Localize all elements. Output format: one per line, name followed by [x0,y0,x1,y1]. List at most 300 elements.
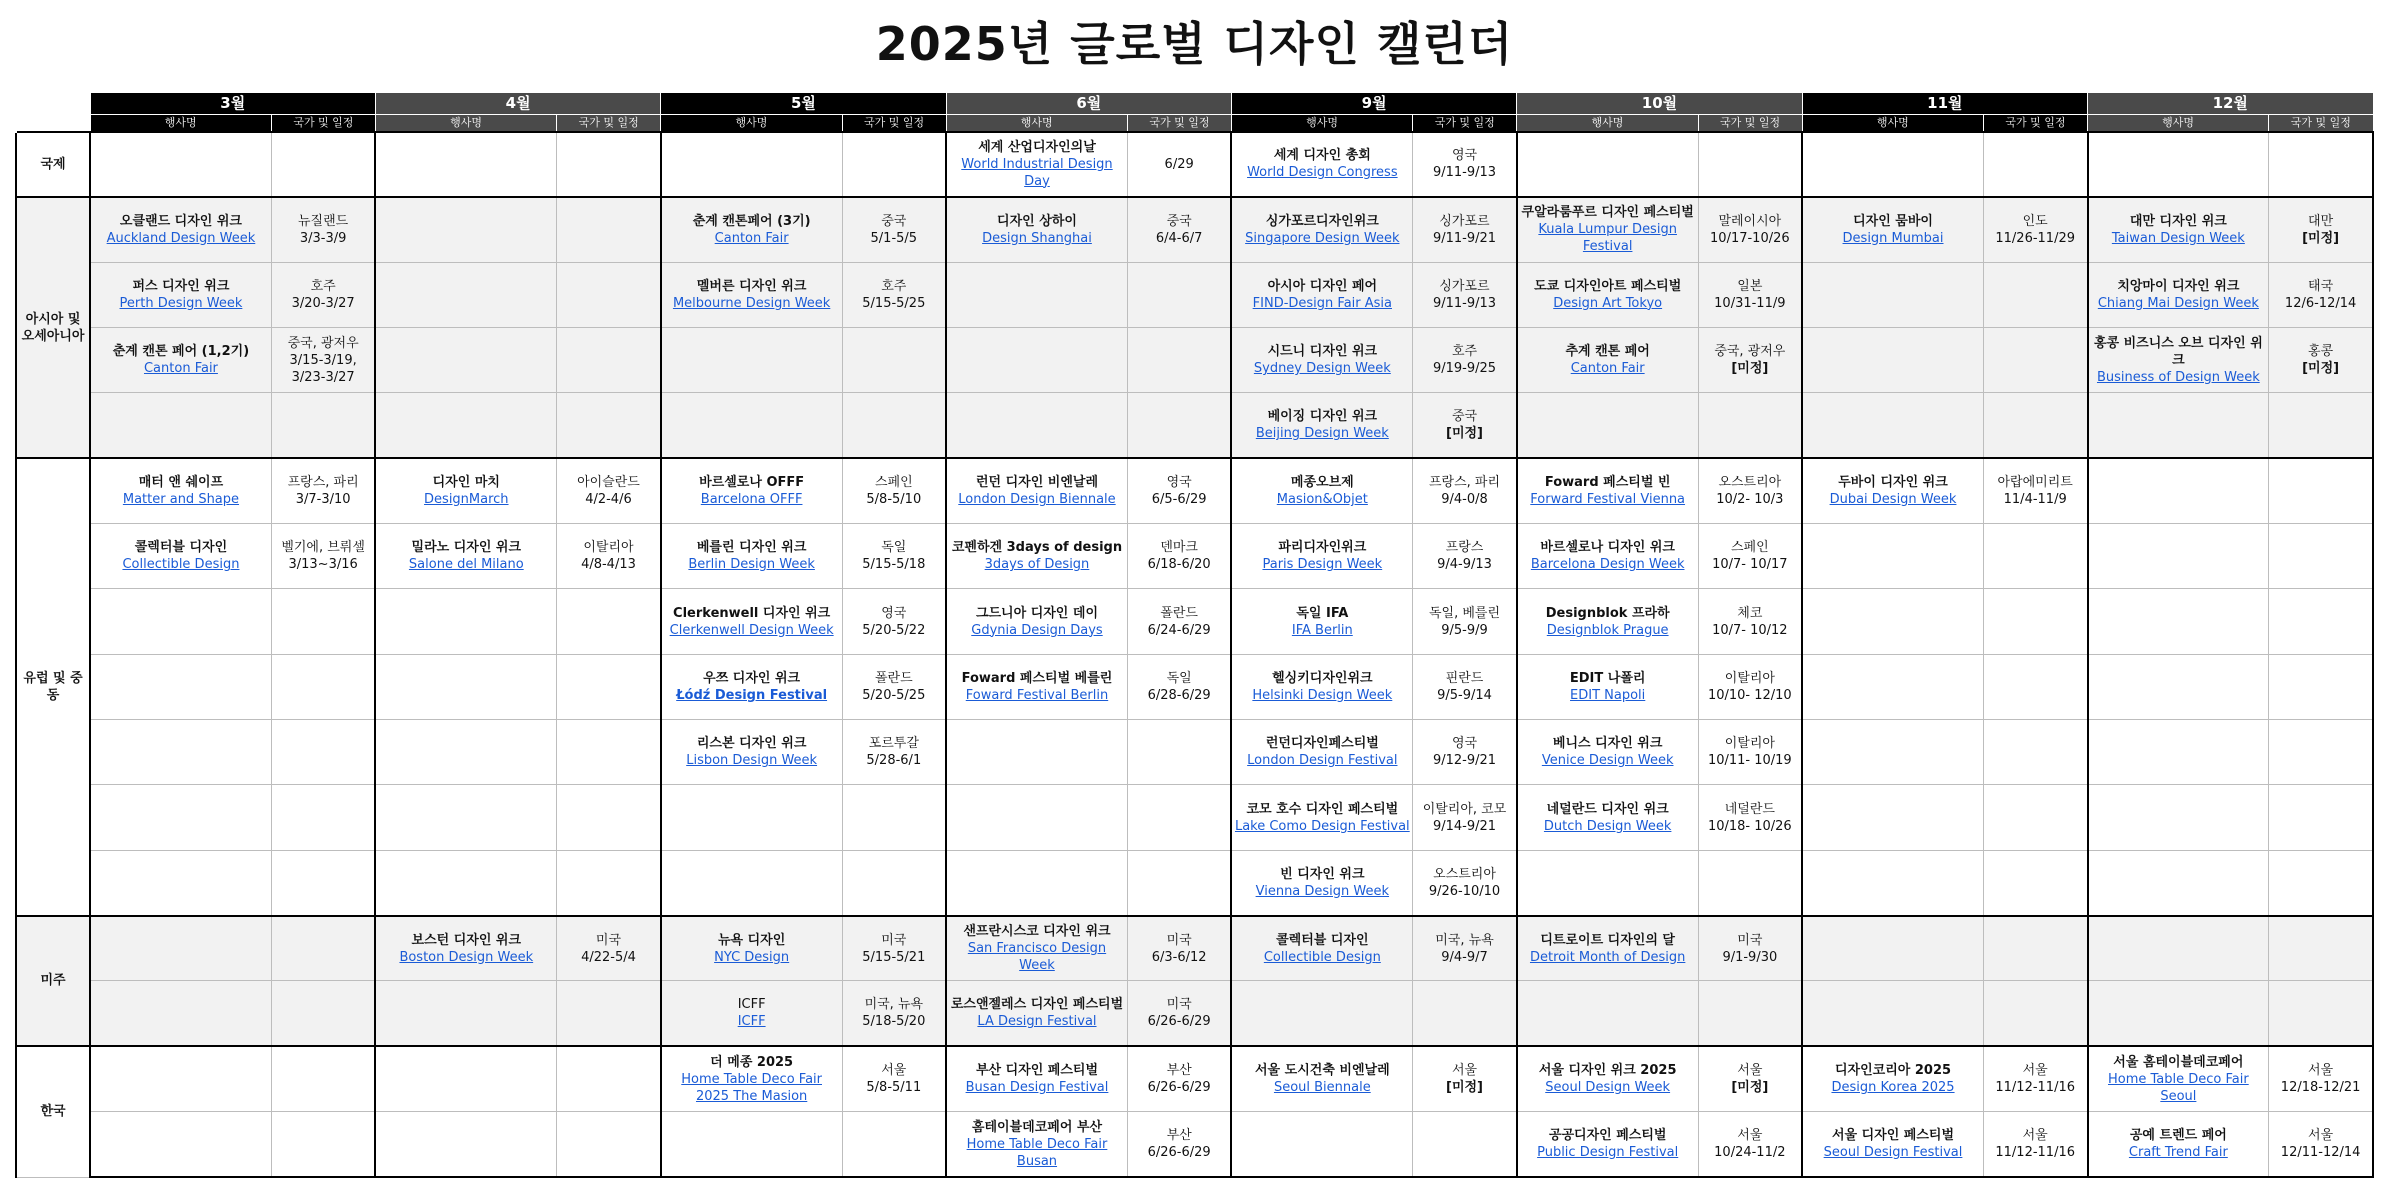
event-name: 추계 캔톤 페어 [1565,344,1650,360]
event-cell [1231,981,1412,1046]
event-link[interactable]: Perth Design Week [119,295,243,311]
event-country: 일본 [1737,278,1763,294]
event-cell [90,328,271,393]
event-dates: 10/7- 10/17 [1712,557,1788,573]
month-header: 12월 [2088,92,2374,114]
country-date-cell [1698,654,1802,719]
country-date-cell [842,1112,946,1177]
event-link[interactable]: Taiwan Design Week [2111,230,2245,246]
event-cell [2088,916,2269,981]
event-link[interactable]: Business of Design Week [2096,369,2260,385]
event-dates: 5/28-6/1 [866,753,922,769]
event-name: 디자인 마치 [432,475,500,491]
event-cell [1231,197,1412,262]
event-country: 미국 [1737,932,1763,948]
event-country: 중국 [881,213,907,229]
event-link[interactable]: Home Table Deco Fair Busan [966,1136,1108,1169]
country-date-cell [1983,1046,2087,1111]
event-name: 바르셀로나 OFFF [699,475,805,491]
event-link[interactable]: Designblok Prague [1546,622,1669,638]
event-dates: [미정] [2302,361,2340,377]
event-country: 프랑스, 파리 [1428,475,1501,491]
table-row [16,524,2373,589]
event-link[interactable]: Matter and Shape [122,492,240,508]
event-link[interactable]: Lisbon Design Week [686,753,818,769]
event-link[interactable]: Home Table Deco Fair Seoul [2107,1071,2249,1104]
event-link[interactable]: Masion&Objet [1276,492,1368,508]
event-link[interactable]: Collectible Design [1263,949,1381,965]
event-name: 춘계 캔톤 페어 (1,2기) [112,344,250,360]
event-name: 네덜란드 디자인 위크 [1546,801,1669,817]
event-country: 호주 [310,278,336,294]
event-dates: 12/11-12/14 [2280,1145,2361,1161]
event-link[interactable]: Sydney Design Week [1253,361,1391,377]
event-dates: 11/12-11/16 [1995,1145,2075,1161]
event-cell [1231,785,1412,850]
event-dates: 11/12-11/16 [1995,1080,2075,1096]
event-cell [1802,720,1983,785]
event-country: 뉴질랜드 [298,213,349,229]
country-date-cell [2269,1046,2373,1111]
country-date-cell [1413,981,1517,1046]
event-link[interactable]: Boston Design Week [399,949,534,965]
country-date-cell [842,393,946,458]
country-date-cell [842,720,946,785]
country-date-cell [1127,524,1231,589]
event-link[interactable]: Melbourne Design Week [672,295,831,311]
event-link[interactable]: Home Table Deco Fair 2025 The Masion [681,1071,822,1104]
event-link[interactable]: Beijing Design Week [1255,426,1389,442]
event-column-header: 행사명 [946,114,1127,132]
country-date-cell [1127,785,1231,850]
event-cell [2088,393,2269,458]
country-date-cell [2269,654,2373,719]
event-name: 코모 호수 디자인 페스티벌 [1246,801,1399,817]
country-date-cell [842,328,946,393]
event-name: 홍콩 비즈니스 오브 디자인 위크 [2093,335,2263,368]
country-date-cell [1413,720,1517,785]
event-cell [1517,458,1698,523]
event-dates: 9/4-9/7 [1441,949,1488,965]
country-date-cell [1983,262,2087,327]
event-cell [661,981,842,1046]
country-date-cell [271,393,375,458]
event-name: 세계 산업디자인의날 [978,139,1096,155]
corner-cell [16,92,90,132]
region-label: 국제 [16,132,90,197]
event-name: 오클랜드 디자인 위크 [119,213,242,229]
event-cell [375,262,556,327]
event-cell [90,850,271,915]
event-cell [90,262,271,327]
country-date-cell [1413,197,1517,262]
country-date-cell [1698,589,1802,654]
event-link[interactable]: Design Shanghai [982,230,1092,246]
country-date-cell [2269,262,2373,327]
event-link[interactable]: Canton Fair [1570,361,1645,377]
event-cell [1517,850,1698,915]
country-date-cell [1127,654,1231,719]
event-dates: [미정] [1446,1080,1483,1096]
event-cell [375,458,556,523]
country-date-cell [557,197,661,262]
event-cell [1231,262,1412,327]
event-name: 리스본 디자인 위크 [696,736,807,752]
event-link[interactable]: LA Design Festival [977,1014,1097,1030]
country-date-cell [842,262,946,327]
event-country: 부산 [1166,1128,1192,1144]
event-dates: 6/4-6/7 [1155,230,1203,246]
event-link[interactable]: Seoul Biennale [1273,1080,1371,1096]
table-row [16,328,2373,393]
country-date-cell [1698,328,1802,393]
country-date-cell [2269,197,2373,262]
country-date-cell [557,785,661,850]
event-country: 미국 [595,932,622,948]
event-link[interactable]: Clerkenwell Design Week [669,622,834,638]
month-header: 5월 [661,92,946,114]
event-cell [1231,328,1412,393]
event-dates: 10/18- 10/26 [1707,818,1792,834]
event-cell [375,720,556,785]
event-cell [946,458,1127,523]
country-date-cell [1983,654,2087,719]
event-cell [2088,981,2269,1046]
event-cell [661,850,842,915]
month-header: 3월 [90,92,375,114]
event-link[interactable]: Barcelona Design Week [1530,557,1685,573]
event-link[interactable]: Design Korea 2025 [1831,1080,1955,1096]
event-country: 말레이시아 [1718,213,1782,229]
country-date-cell [271,328,375,393]
event-link[interactable]: Foward Festival Berlin [965,687,1109,703]
event-link[interactable]: DesignMarch [424,492,509,508]
event-dates: 9/14-9/21 [1432,818,1497,834]
event-country: 호주 [1451,344,1478,360]
event-link[interactable]: Detroit Month of Design [1529,949,1686,965]
event-link[interactable]: Forward Festival Vienna [1530,492,1686,508]
event-cell [1517,524,1698,589]
event-column-header: 행사명 [1231,114,1412,132]
event-column-header: 행사명 [375,114,556,132]
event-country: 서울 [2022,1063,2048,1079]
event-link[interactable]: San Francisco Design Week [967,941,1107,974]
event-link[interactable]: Dutch Design Week [1543,818,1672,834]
country-date-cell [1127,1112,1231,1177]
country-date-cell [842,785,946,850]
event-cell [661,197,842,262]
event-country: 미국 [881,932,907,948]
country-date-cell [2269,916,2373,981]
month-header-row [16,92,2373,114]
event-dates: 4/2-4/6 [585,492,632,508]
country-date-cell [271,458,375,523]
event-link[interactable]: Canton Fair [143,361,218,377]
event-link[interactable]: EDIT Napoli [1570,687,1646,703]
event-name: 헬싱키디자인위크 [1272,670,1373,686]
event-country: 영국 [1451,736,1478,752]
event-link[interactable]: Kuala Lumpur Design Festival [1538,222,1677,255]
country-date-cell [1983,720,2087,785]
event-link[interactable]: World Industrial Design Day [961,156,1113,189]
country-date-cell [1127,589,1231,654]
event-country: 서울 [2308,1063,2334,1079]
country-date-cell [1983,589,2087,654]
country-date-cell [271,132,375,197]
country-date-cell [842,524,946,589]
country-date-cell [271,197,375,262]
event-link[interactable]: IFA Berlin [1291,622,1353,638]
event-dates: 9/26-10/10 [1428,883,1501,899]
event-link[interactable]: Singapore Design Week [1245,230,1400,246]
event-country: 태국 [2308,278,2334,294]
event-cell [661,654,842,719]
country-date-cell [1127,132,1231,197]
event-country: 싱가포르 [1439,213,1490,229]
event-dates: 11/4-11/9 [2003,492,2067,508]
event-country: 독일, 베를린 [1428,605,1501,621]
event-cell [1517,1046,1698,1111]
event-name: 파리디자인위크 [1278,540,1367,556]
event-name: 밀라노 디자인 위크 [411,540,522,556]
country-date-cell [1413,328,1517,393]
event-cell [1802,197,1983,262]
table-row [16,785,2373,850]
country-date-cell [1698,1112,1802,1177]
event-country: 이탈리아 [1724,670,1775,686]
event-dates: 9/12-9/21 [1432,753,1497,769]
country-date-cell [1413,785,1517,850]
country-date-cell [271,916,375,981]
table-row [16,132,2373,197]
country-date-cell [1983,132,2087,197]
event-name: Clerkenwell 디자인 위크 [673,605,831,621]
table-row [16,1112,2373,1177]
country-date-cell [1983,785,2087,850]
event-link[interactable]: Canton Fair [714,230,789,246]
event-country: 서울 [1737,1128,1763,1144]
event-link[interactable]: Berlin Design Week [688,557,815,573]
event-link[interactable]: Vienna Design Week [1255,883,1390,899]
event-name: 더 메종 2025 [710,1054,794,1070]
event-link[interactable]: Chiang Mai Design Week [2097,295,2259,311]
event-country: 미국 [1166,932,1192,948]
event-link[interactable]: World Design Congress [1247,165,1398,181]
event-name: 샌프란시스코 디자인 위크 [963,924,1111,940]
country-date-cell [2269,132,2373,197]
event-link[interactable]: NYC Design [714,949,790,965]
event-link[interactable]: Paris Design Week [1262,557,1383,573]
event-link[interactable]: Design Mumbai [1842,230,1944,246]
event-cell [1517,654,1698,719]
event-link[interactable]: Design Art Tokyo [1553,295,1663,311]
event-link[interactable]: Helsinki Design Week [1252,687,1393,703]
event-link[interactable]: ICFF [737,1014,766,1030]
event-dates: 9/4-0/8 [1441,492,1488,508]
event-cell [661,328,842,393]
event-country: 싱가포르 [1439,278,1490,294]
event-country: 서울 [2308,1128,2334,1144]
event-cell [1802,981,1983,1046]
event-name: 로스앤젤레스 디자인 페스티벌 [950,997,1124,1013]
event-cell [1231,720,1412,785]
event-country: 독일 [1166,670,1192,686]
country-date-cell [2269,589,2373,654]
event-link[interactable]: Dubai Design Week [1829,492,1957,508]
event-name: 디자인 뭄바이 [1853,213,1933,229]
event-cell [1517,916,1698,981]
month-header: 10월 [1517,92,1802,114]
event-link[interactable]: Public Design Festival [1537,1145,1679,1161]
country-date-cell [1698,393,1802,458]
event-link[interactable]: Craft Trend Fair [2128,1145,2228,1161]
event-link[interactable]: Gdynia Design Days [971,622,1103,638]
country-date-cell [1983,328,2087,393]
event-cell [1517,1112,1698,1177]
event-country: 스페인 [874,475,913,491]
country-date-cell [842,1046,946,1111]
event-cell [1231,524,1412,589]
event-cell [946,981,1127,1046]
event-name: 아시아 디자인 페어 [1267,278,1378,294]
event-cell [375,850,556,915]
event-country: 폴란드 [874,670,913,686]
table-row [16,850,2373,915]
event-dates: 9/11-9/13 [1432,295,1497,311]
table-row [16,720,2373,785]
table-row [16,262,2373,327]
event-dates: 6/26-6/29 [1147,1014,1211,1030]
country-date-cell [1983,916,2087,981]
country-date-cell [842,589,946,654]
event-dates: 6/26-6/29 [1147,1080,1211,1096]
event-name: 서울 디자인 위크 2025 [1538,1063,1677,1079]
event-country: 오스트리아 [1433,866,1496,882]
country-date-cell [1127,720,1231,785]
event-link[interactable]: Barcelona OFFF [700,492,803,508]
column-header-row [16,114,2373,132]
event-cell [375,393,556,458]
country-date-cell [1983,393,2087,458]
event-link[interactable]: Collectible Design [122,557,240,573]
event-dates: [미정] [1731,1080,1769,1096]
event-link[interactable]: Seoul Design Week [1545,1080,1671,1096]
event-name: ICFF [737,997,766,1013]
event-cell [375,1046,556,1111]
event-country: 영국 [1451,148,1478,164]
country-date-cell [1127,1046,1231,1111]
event-link[interactable]: Salone del Milano [408,557,524,573]
event-cell [375,132,556,197]
event-dates: 10/31-11/9 [1714,295,1786,311]
event-link[interactable]: Venice Design Week [1541,753,1674,769]
month-header: 9월 [1231,92,1516,114]
event-cell [946,850,1127,915]
event-link[interactable]: London Design Biennale [958,492,1116,508]
country-date-cell [557,1112,661,1177]
event-name: 서울 도시건축 비엔날레 [1255,1063,1390,1079]
event-country: 독일 [881,540,907,556]
event-name: 런던디자인페스티벌 [1265,736,1379,752]
country-date-cell [557,916,661,981]
table-row [16,916,2373,981]
event-name: 멜버른 디자인 위크 [696,278,807,294]
event-dates: 6/24-6/29 [1147,622,1211,638]
event-link[interactable]: Łódź Design Festival [676,687,828,703]
event-country: 아이슬란드 [577,475,640,491]
event-country: 중국, 광저우 [287,335,359,351]
event-link[interactable]: Busan Design Festival [965,1080,1109,1096]
event-cell [2088,262,2269,327]
event-link[interactable]: Auckland Design Week [106,230,256,246]
event-name: 디자인 상하이 [997,213,1077,229]
country-date-cell [2269,785,2373,850]
event-dates: 5/20-5/22 [862,622,926,638]
country-date-cell [1698,850,1802,915]
country-date-cell [271,850,375,915]
country-date-cell [1413,393,1517,458]
country-date-cell [2269,328,2373,393]
event-cell [375,328,556,393]
event-country: 서울 [1737,1063,1763,1079]
event-link[interactable]: FIND-Design Fair Asia [1252,295,1392,311]
table-row [16,458,2373,523]
event-link[interactable]: London Design Festival [1247,753,1398,769]
event-country: 영국 [1166,475,1192,491]
event-cell [1802,458,1983,523]
event-dates: 3/15-3/19, 3/23-3/27 [289,352,357,385]
event-name: 그드니아 디자인 데이 [975,605,1099,621]
event-cell [1231,916,1412,981]
event-name: 런던 디자인 비엔날레 [975,475,1099,491]
event-cell [946,1112,1127,1177]
event-link[interactable]: Seoul Design Festival [1823,1145,1963,1161]
country-date-cell [1983,1112,2087,1177]
event-cell [946,589,1127,654]
event-country: 네덜란드 [1724,801,1775,817]
country-date-cell [2269,981,2373,1046]
country-date-cell [1983,524,2087,589]
event-cell [2088,654,2269,719]
event-country: 미국, 뉴욕 [864,997,924,1013]
event-name: 대만 디자인 위크 [2129,213,2227,229]
event-name: 디트로이트 디자인의 달 [1540,932,1675,948]
event-link[interactable]: Lake Como Design Festival [1234,818,1410,834]
event-cell [661,393,842,458]
event-dates: 9/11-9/13 [1432,165,1497,181]
event-cell [1802,1046,1983,1111]
event-country: 홍콩 [2308,344,2334,360]
event-country: 이탈리아, 코모 [1422,801,1507,817]
event-country: 프랑스 [1445,540,1484,556]
event-name: 쿠알라룸푸르 디자인 페스티벌 [1521,205,1694,221]
country-column-header: 국가 및 일정 [2269,114,2373,132]
event-dates: 5/15-5/21 [862,949,926,965]
event-dates: 9/4-9/13 [1437,557,1492,573]
event-dates: 9/19-9/25 [1432,361,1497,377]
country-date-cell [842,132,946,197]
country-date-cell [1127,458,1231,523]
event-dates: 3/13~3/16 [288,557,358,573]
event-cell [1517,262,1698,327]
event-dates: 9/5-9/9 [1441,622,1488,638]
event-cell [1802,850,1983,915]
country-date-cell [1413,524,1517,589]
event-cell [2088,785,2269,850]
event-link[interactable]: 3days of Design [984,557,1090,573]
page-title: 2025년 글로벌 디자인 캘린더 [875,17,1514,71]
event-dates: 9/5-9/14 [1437,687,1492,703]
